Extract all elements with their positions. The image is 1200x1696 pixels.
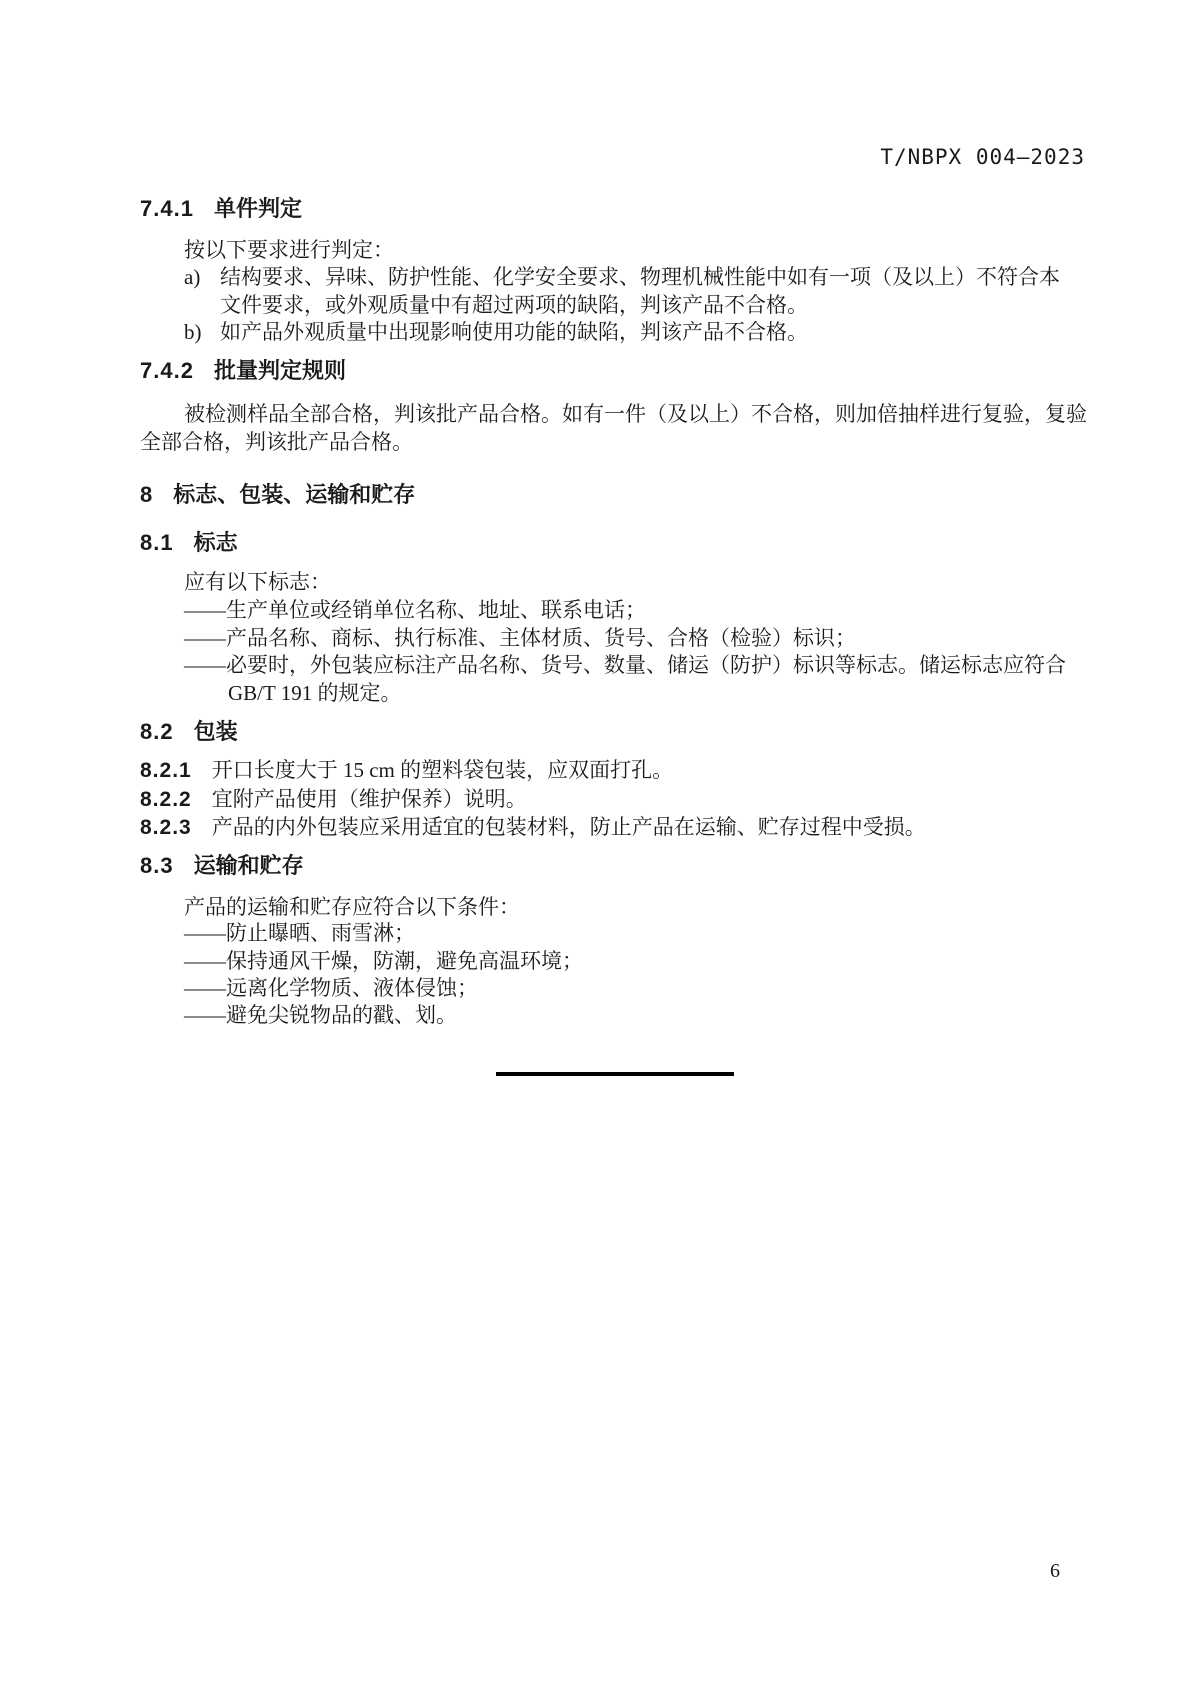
clause-81-dash-1: ——生产单位或经销单位名称、地址、联系电话； [184, 598, 646, 622]
list-item-b-line1 [184, 318, 808, 346]
clause-742-heading [140, 357, 346, 385]
clause-81-dash-3-continuation: GB/T 191 的规定。 [228, 681, 402, 705]
clause-742-paragraph-line1: 被检测样品全部合格，判该批产品合格。如有一件（及以上）不合格，则加倍抽样进行复验，复验 [184, 402, 1087, 426]
clause-83-dash-1: ——防止曝晒、雨雪淋； [184, 921, 415, 945]
clause-821-text: 开口长度大于 15 cm 的塑料袋包装，应双面打孔。 [211, 758, 674, 782]
standard-code-header: T/NBPX 004—2023 [880, 145, 1085, 169]
clause-83-dash-3: ——远离化学物质、液体侵蚀； [184, 976, 478, 1000]
clause-81-heading [140, 529, 238, 557]
clause-823-number: 8.2.3 [140, 816, 192, 839]
clause-83-intro: 产品的运输和贮存应符合以下条件： [184, 895, 520, 919]
clause-823-text: 产品的内外包装应采用适宜的包装材料，防止产品在运输、贮存过程中受损。 [211, 815, 926, 839]
clause-82-heading [140, 718, 238, 746]
list-item-a-line2: 文件要求，或外观质量中有超过两项的缺陷，判该产品不合格。 [220, 293, 808, 317]
clause-822-number: 8.2.2 [140, 788, 192, 811]
clause-741-title: 单件判定 [213, 196, 302, 221]
clause-821 [140, 756, 673, 785]
clause-83-heading [140, 852, 304, 880]
section-8-heading [140, 481, 415, 509]
clause-83-dash-4: ——避免尖锐物品的戳、划。 [184, 1003, 457, 1027]
list-item-a-label: a) [184, 265, 201, 289]
clause-742-number: 7.4.2 [140, 358, 194, 383]
clause-81-intro: 应有以下标志： [184, 570, 331, 594]
clause-81-dash-2: ——产品名称、商标、执行标准、主体材质、货号、合格（检验）标识； [184, 626, 856, 650]
list-item-a-line1 [184, 263, 1060, 291]
section-8-number: 8 [140, 482, 154, 507]
clause-822 [140, 785, 527, 814]
clause-82-number: 8.2 [140, 719, 174, 744]
clause-81-title: 标志 [193, 530, 238, 555]
clause-821-number: 8.2.1 [140, 759, 192, 782]
clause-742-title: 批量判定规则 [213, 358, 346, 383]
list-item-b-label: b) [184, 320, 202, 344]
clause-83-dash-2: ——保持通风干燥，防潮，避免高温环境； [184, 949, 583, 973]
section-8-title: 标志、包装、运输和贮存 [173, 482, 416, 507]
clause-822-text: 宜附产品使用（维护保养）说明。 [211, 787, 527, 811]
clause-741-number: 7.4.1 [140, 196, 194, 221]
clause-823 [140, 813, 926, 842]
clause-742-paragraph-line2: 全部合格，判该批产品合格。 [140, 430, 413, 454]
page-number: 6 [1050, 1560, 1060, 1582]
clause-82-title: 包装 [193, 719, 238, 744]
list-item-b-text: 如产品外观质量中出现影响使用功能的缺陷，判该产品不合格。 [220, 320, 808, 344]
clause-81-number: 8.1 [140, 530, 174, 555]
list-item-a-text: 结构要求、异味、防护性能、化学安全要求、物理机械性能中如有一项（及以上）不符合本 [220, 265, 1060, 289]
clause-83-number: 8.3 [140, 853, 174, 878]
clause-81-dash-3: ——必要时，外包装应标注产品名称、货号、数量、储运（防护）标识等标志。储运标志应符合 [184, 653, 1066, 677]
clause-741-intro: 按以下要求进行判定： [184, 238, 394, 262]
clause-741-heading [140, 195, 302, 223]
end-of-document-rule [496, 1072, 734, 1076]
clause-83-title: 运输和贮存 [193, 853, 304, 878]
